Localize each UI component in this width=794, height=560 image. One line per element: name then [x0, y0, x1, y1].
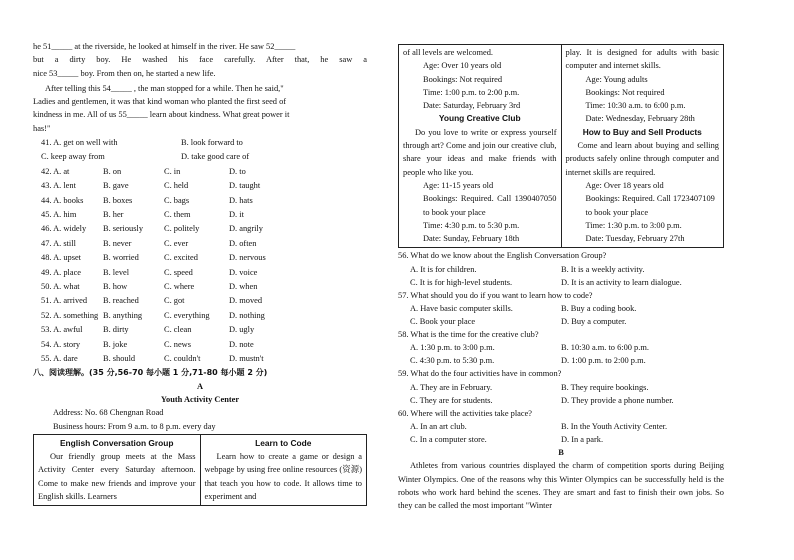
- option-b: B. dirty: [103, 325, 129, 335]
- option-c: C. held: [164, 181, 189, 191]
- detail: Time: 1:00 p.m. to 2:00 p.m.: [423, 87, 520, 97]
- option-a: 41. A. get on well with: [41, 138, 118, 148]
- centre-name: Youth Activity Center: [160, 394, 240, 404]
- option-a: 46. A. widely: [41, 224, 87, 234]
- option-d: D. ugly: [229, 325, 255, 335]
- option-a: 55. A. dare: [41, 353, 78, 363]
- box-text: play. It is designed for adults with basic computer and internet skills.: [565, 48, 719, 71]
- option-d: D. Buy a computer.: [561, 317, 627, 327]
- option-b: D. take good care of: [181, 152, 250, 162]
- option-b: B. look forward to: [181, 138, 243, 148]
- passage-label: A: [196, 381, 204, 391]
- option-a: A. 1:30 p.m. to 3:00 p.m.: [410, 343, 495, 353]
- question-stem: 56. What do we know about the English Conversation Group?: [398, 251, 607, 261]
- option-b: B. on: [103, 166, 122, 176]
- option-row: [398, 276, 724, 289]
- question-row: [33, 251, 367, 265]
- option-c: C. in: [164, 166, 181, 176]
- question-row: [33, 352, 367, 366]
- option-c: C. Book your place: [410, 317, 476, 327]
- option-d: D. nervous: [229, 253, 266, 263]
- option-b: B. 10:30 a.m. to 6:00 p.m.: [561, 343, 649, 353]
- question-row: [33, 237, 367, 251]
- passage-b-text: Athletes from various countries displayed the charm of competition sports during Beijing Winter Olympics. One of the reasons why this Winter Olympics can be successfully held is the robots who work hard behind the scenes. They are smart and fast to finish their own jobs. So they can be called the most important "Winter: [398, 461, 724, 511]
- option-a: 47. A. still: [41, 238, 76, 248]
- option-a: 54. A. story: [41, 339, 81, 349]
- option-a: A. In an art club.: [410, 421, 467, 431]
- story-line: he 51_____ at the riverside, he looked at himself in the river. He saw 52_____: [33, 42, 296, 51]
- option-d: D. nothing: [229, 310, 265, 320]
- section-title: 八、阅读理解。(35 分,56-70 每小题 1 分,71-80 每小题 2 分): [33, 368, 268, 378]
- question-stem: 58. What is the time for the creative club?: [398, 330, 539, 340]
- detail: Bookings: Not required: [585, 87, 665, 97]
- box-text: Learn how to create a game or design a webpage by using free online resources (资源) that teach you how to code. It allows time to experiment and: [204, 452, 362, 501]
- option-a: 53. A. awful: [41, 325, 83, 335]
- question-row: [33, 222, 367, 236]
- option-a: 42. A. at: [41, 166, 70, 176]
- detail: Bookings: Not required: [423, 74, 503, 84]
- option-a: 44. A. books: [41, 195, 84, 205]
- option-b: B. reached: [103, 296, 139, 306]
- option-d: D. to: [229, 166, 246, 176]
- learn-code-box: [200, 434, 367, 505]
- option-a: 51. A. arrived: [41, 296, 88, 306]
- question-row: [33, 179, 367, 193]
- option-d: D. taught: [229, 181, 261, 191]
- option-a: A. It is for children.: [410, 264, 477, 274]
- box-title: English Conversation Group: [59, 437, 174, 448]
- option-c: C. them: [164, 210, 191, 220]
- option-b: B. should: [103, 353, 136, 363]
- option-b: B. seriously: [103, 224, 144, 234]
- option-c: C. ever: [164, 238, 189, 248]
- option-row: [398, 315, 724, 328]
- detail: Time: 10:30 a.m. to 6:00 p.m.: [585, 101, 686, 111]
- option-d: D. when: [229, 281, 258, 291]
- question-row: [33, 280, 367, 294]
- option-c: C. speed: [164, 267, 193, 277]
- option-a: 45. A. him: [41, 210, 77, 220]
- detail: Time: 4:30 p.m. to 5:30 p.m.: [423, 220, 520, 230]
- option-c: C. where: [164, 281, 195, 291]
- story-line: Ladies and gentlemen, it was that kind woman who planted the first seed of: [33, 97, 287, 107]
- option-d: D. hats: [229, 195, 253, 205]
- option-d: D. angrily: [229, 224, 263, 234]
- story-line: kindness in me. All of us 55_____ learn about kindness. What great power it: [33, 110, 290, 120]
- story-line: nice 53_____ boy. From then on, he started a new life.: [33, 68, 216, 78]
- detail: Bookings: Required. Call 1723407109 to book your place: [585, 194, 715, 217]
- passage-label: B: [558, 447, 564, 457]
- question-row: [33, 136, 367, 150]
- detail: Age: Over 18 years old: [585, 180, 664, 190]
- option-row: [398, 302, 724, 315]
- option-a: A. Have basic computer skills.: [410, 304, 513, 314]
- option-b: B. It is a weekly activity.: [561, 264, 645, 274]
- detail: Date: Tuesday, February 27th: [585, 234, 685, 244]
- question-row: [33, 294, 367, 308]
- story-line: has!": [33, 123, 51, 133]
- option-d: D. In a park.: [561, 434, 604, 444]
- question-row: [33, 309, 367, 323]
- option-row: [398, 394, 724, 407]
- option-b: B. her: [103, 210, 124, 220]
- option-b: B. Buy a coding book.: [561, 304, 637, 314]
- option-b: B. level: [103, 267, 130, 277]
- option-b: B. how: [103, 281, 128, 291]
- option-d: D. it: [229, 210, 244, 220]
- question-row: [33, 150, 367, 164]
- option-b: B. They require bookings.: [561, 382, 649, 392]
- option-c: C. It is for high-level students.: [410, 277, 513, 287]
- address: Address: No. 68 Chengnan Road: [53, 408, 164, 418]
- question-stem: 59. What do the four activities have in common?: [398, 369, 562, 379]
- detail: Age: 11-15 years old: [423, 180, 494, 190]
- box-text: Our friendly group meets at the Mass Activity Center every Saturday afternoon. Come to make new friends and improve your English skills. Learners: [38, 452, 196, 501]
- option-d: D. 1:00 p.m. to 2:00 p.m.: [561, 356, 646, 366]
- option-row: [398, 263, 724, 276]
- option-c: C. 4:30 p.m. to 5:30 p.m.: [410, 356, 495, 366]
- right-column: [398, 44, 724, 512]
- option-row: [398, 381, 724, 394]
- option-b: B. anything: [103, 310, 143, 320]
- option-c: C. news: [164, 339, 191, 349]
- english-group-box-cont: [399, 45, 562, 248]
- option-d: D. moved: [229, 296, 263, 306]
- option-d: D. They provide a phone number.: [561, 395, 674, 405]
- detail: Age: Young adults: [585, 74, 648, 84]
- option-c: C. got: [164, 296, 185, 306]
- box-title: Young Creative Club: [438, 113, 521, 124]
- option-d: D. mustn't: [229, 353, 264, 363]
- business-hours: Business hours: From 9 a.m. to 8 p.m. every day: [53, 421, 216, 431]
- option-c: C. clean: [164, 325, 192, 335]
- question-stem: 60. Where will the activities take place?: [398, 408, 533, 418]
- box-text: of all levels are welcomed.: [403, 48, 493, 57]
- option-c: C. bags: [164, 195, 190, 205]
- option-a: 52. A. something: [41, 310, 99, 320]
- option-row: [398, 354, 724, 367]
- option-a: 49. A. place: [41, 267, 82, 277]
- option-d: D. voice: [229, 267, 258, 277]
- english-group-box: [34, 434, 201, 505]
- learn-code-box-cont: [561, 45, 724, 248]
- option-b: B. joke: [103, 339, 128, 349]
- option-row: [398, 433, 724, 446]
- option-c: C. In a computer store.: [410, 434, 487, 444]
- story-line: but a dirty boy. He washed his face carefully. After that, he saw a: [33, 55, 367, 65]
- question-row: [33, 194, 367, 208]
- question-row: [33, 266, 367, 280]
- option-d: D. note: [229, 339, 254, 349]
- option-c: C. everything: [164, 310, 210, 320]
- detail: Date: Saturday, February 3rd: [423, 101, 521, 111]
- question-row: [33, 165, 367, 179]
- reading-questions: [398, 249, 724, 445]
- option-a: 48. A. upset: [41, 253, 82, 263]
- left-column: [33, 40, 367, 506]
- question-row: [33, 338, 367, 352]
- box-title: How to Buy and Sell Products: [582, 126, 702, 137]
- box-text: Come and learn about buying and selling products safely online through computer and internet skills are required.: [565, 141, 719, 177]
- option-row: [398, 341, 724, 354]
- option-c: C. They are for students.: [410, 395, 493, 405]
- option-c: C. excited: [164, 253, 198, 263]
- option-c: C. politely: [164, 224, 200, 234]
- detail: Time: 1:30 p.m. to 3:00 p.m.: [585, 220, 682, 230]
- box-text: Do you love to write or express yourself through art? Come and join our creative club, share your ideas and make friends with people who like you.: [403, 127, 557, 177]
- activity-table-bottom: [398, 44, 724, 248]
- detail: Date: Wednesday, February 28th: [585, 114, 695, 124]
- option-a: 43. A. lent: [41, 181, 76, 191]
- option-a: A. They are in February.: [410, 382, 493, 392]
- option-a: 50. A. what: [41, 281, 80, 291]
- option-b: B. boxes: [103, 195, 133, 205]
- story-line: After telling this 54_____ , the man stopped for a while. Then he said,": [45, 83, 284, 93]
- option-a: C. keep away from: [41, 152, 105, 162]
- detail: Age: Over 10 years old: [423, 61, 502, 71]
- option-b: B. never: [103, 238, 132, 248]
- question-row: [33, 323, 367, 337]
- option-d: D. It is an activity to learn dialogue.: [561, 277, 682, 287]
- option-c: C. couldn't: [164, 353, 201, 363]
- option-b: B. worried: [103, 253, 139, 263]
- option-b: B. gave: [103, 181, 129, 191]
- box-title: Learn to Code: [255, 437, 312, 448]
- option-b: B. In the Youth Activity Center.: [561, 421, 668, 431]
- detail: Date: Sunday, February 18th: [423, 234, 520, 244]
- question-stem: 57. What should you do if you want to learn how to code?: [398, 290, 593, 300]
- detail: Bookings: Required. Call 1390407050 to book your place: [423, 194, 557, 217]
- activity-table-top: [33, 434, 367, 506]
- cloze-options-list: [33, 136, 367, 366]
- question-row: [33, 208, 367, 222]
- option-d: D. often: [229, 238, 257, 248]
- option-row: [398, 420, 724, 433]
